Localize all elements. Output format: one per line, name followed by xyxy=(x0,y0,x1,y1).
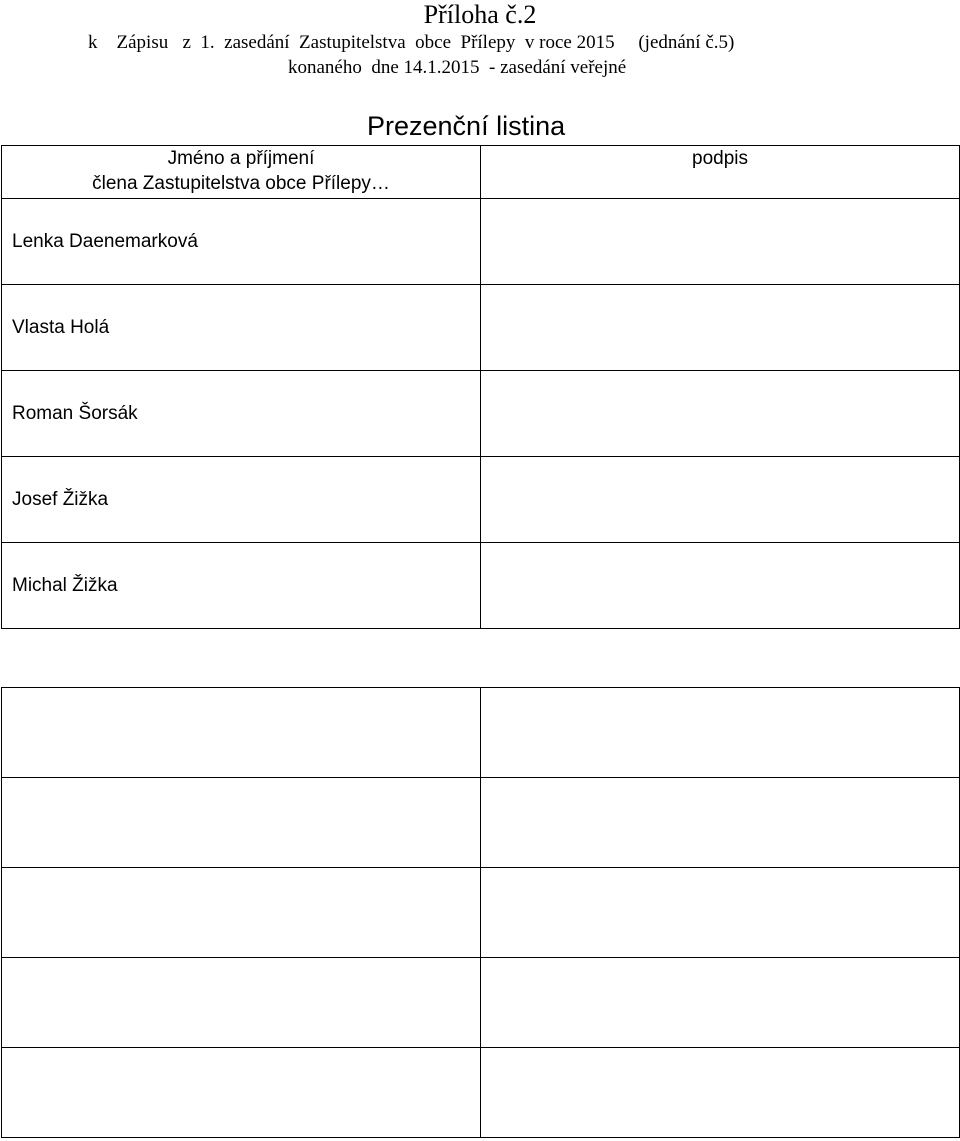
table-row xyxy=(2,457,960,543)
table-header-row xyxy=(2,146,960,199)
header-sign-cell xyxy=(481,146,960,199)
member-name: Lenka Daenemarková xyxy=(2,199,481,285)
member-name: Roman Šorsák xyxy=(2,371,481,457)
member-name: Michal Žižka xyxy=(2,543,481,629)
blank-table-row xyxy=(2,778,960,868)
meeting-date-line: konaného dne 14.1.2015 - zasedání veřejné xyxy=(288,57,627,78)
member-name: Vlasta Holá xyxy=(2,285,481,371)
blank-name-cell[interactable] xyxy=(2,688,481,778)
attachment-title: Příloha č.2 xyxy=(423,0,537,29)
blank-signature-cell[interactable] xyxy=(481,1048,960,1138)
blank-table-row xyxy=(2,1048,960,1138)
blank-signature-cell[interactable] xyxy=(481,868,960,958)
blank-name-cell[interactable] xyxy=(2,958,481,1048)
table-row xyxy=(2,543,960,629)
blank-name-cell[interactable] xyxy=(2,778,481,868)
blank-signature-cell[interactable] xyxy=(481,778,960,868)
signature-cell[interactable] xyxy=(481,371,960,457)
attendance-sheet-title: Prezenční listina xyxy=(367,111,566,141)
member-name: Josef Žižka xyxy=(2,457,481,543)
minutes-reference: k Zápisu z 1. zasedání Zastupitelstva obce Přílepy v roce 2015 (jednání č.5) xyxy=(88,32,735,53)
signature-cell[interactable] xyxy=(481,199,960,285)
blank-signature-cell[interactable] xyxy=(481,958,960,1048)
header-name-line2: člena Zastupitelstva obce Přílepy… xyxy=(92,173,390,194)
header-name-line1: Jméno a příjmení xyxy=(167,148,315,169)
blank-table-row xyxy=(2,868,960,958)
signature-cell[interactable] xyxy=(481,457,960,543)
blank-table-row xyxy=(2,688,960,778)
blank-table-row xyxy=(2,958,960,1048)
table-row xyxy=(2,199,960,285)
blank-signature-cell[interactable] xyxy=(481,688,960,778)
signature-cell[interactable] xyxy=(481,543,960,629)
blank-name-cell[interactable] xyxy=(2,868,481,958)
blank-name-cell[interactable] xyxy=(2,1048,481,1138)
table-row xyxy=(2,285,960,371)
header-name-cell xyxy=(2,146,481,199)
attendance-table xyxy=(1,145,960,629)
table-row xyxy=(2,371,960,457)
header-sign-label: podpis xyxy=(692,148,748,169)
blank-attendance-table xyxy=(1,687,960,1138)
signature-cell[interactable] xyxy=(481,285,960,371)
